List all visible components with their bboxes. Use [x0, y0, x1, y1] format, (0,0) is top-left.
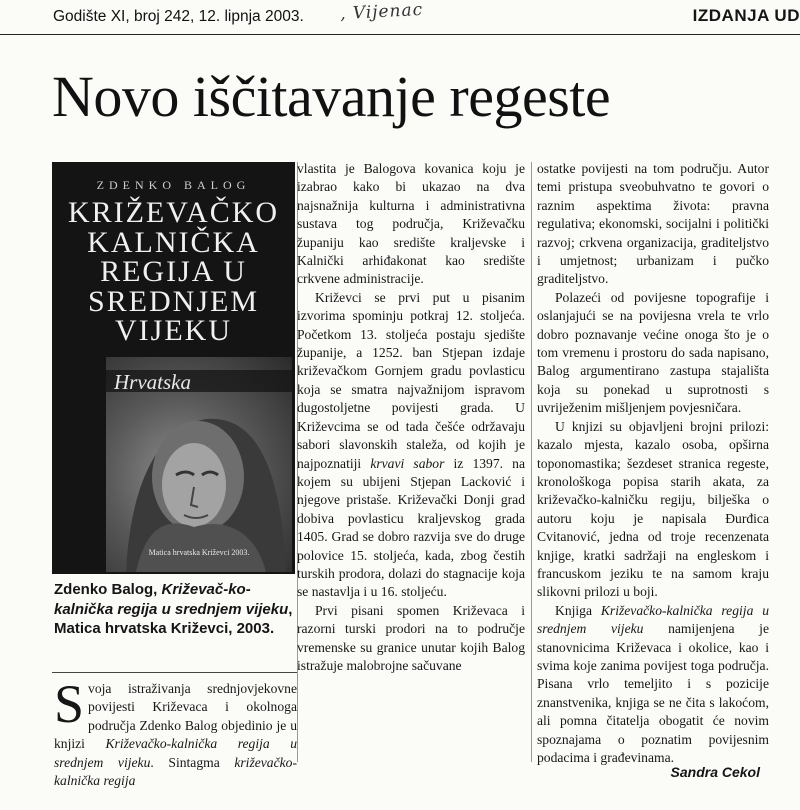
article-paragraph: Svoja istraživanja srednjovjekovne povijesti Križevaca i okolnoga područja Zdenko Balog objedinio je u knjizi Križevačko-kalnička regija u srednjem vijeku. Sintagma križevačko-kalnička regija: [54, 674, 297, 789]
section-label: IZDANJA UD: [692, 6, 800, 25]
article-paragraph: ostatke povijesti na tom području. Autor temi pristupa sveobuhvatno te govori o raznim aspektima života: pravna regulativa; ekonomski, socijalni i politički razvoj; crkvena organizacija, graditeljstvo i umjetnost; urbanizam i pučko graditeljstvo.: [537, 161, 769, 287]
article-paragraph: Prvi pisani spomen Križevaca i razorni turski prodori na to područje vremenske su granice unutar kojih Balog istražuje malobrojne sačuvane: [297, 602, 525, 673]
column-divider: [531, 162, 532, 762]
article-paragraph: Križevci se prvi put u pisanim izvorima spominju potkraj 12. stoljeća. Početkom 13. stoljeća postaju sjedište županije, a 1252. ban Stjepan izdaje križevačkom Gornjem gradu povlasticu koja se smatra najvažnijom ispravom dugostoljetne povijesti grada. U Križevcima se od tada češće održavaju sabori slavonskih staleža, od kojih je najpoznatiji krvavi sabor iz 1397. na kojem su ubijeni Stjepan Lacković i njegove pristaše. Križevački Donji grad dobiva povlasticu kraljevskog grada 1405. Grad se dobro razvija sve do druge polovice 15. stoljeća, kada, zbog čestih turskih prodora, dolazi do stagnacije koja se nastavlja i u 16. stoljeću.: [297, 289, 525, 600]
krvavi-sabor-phrase: krvavi sabor: [370, 455, 445, 471]
book-cover-author: ZDENKO BALOG: [96, 178, 251, 192]
article-paragraph: Polazeći od povijesne topografije i oslanjajući se na povijesna vrela te vrlo dobro poznavanje većine onoga što je o tom vremenu i prostoru do sada napisano, Balog argumentirano zastupa stajališta koja su ponekad u suprotnosti s uvriježenim mišljenjem povjesničara.: [537, 289, 769, 416]
book-title-inline: Križevačko-kalnička regija u srednjem vijeku: [54, 736, 297, 770]
book-cover-title: KRIŽEVAČKO KALNIČKA REGIJA U SREDNJEM VIJEKU: [67, 196, 280, 347]
article-column-1: [54, 674, 297, 790]
caption-publisher: , Matica hrvatska Križevci, 2003.: [54, 600, 293, 637]
book-cover-image: [52, 162, 295, 574]
drop-cap: S: [54, 674, 85, 734]
article-column-2: [297, 160, 525, 675]
headline: Novo iščitavanje regeste: [52, 64, 611, 129]
book-cover-publisher: Matica hrvatska Križevci 2003.: [148, 548, 250, 557]
article-column-3: [537, 160, 769, 767]
handwritten-note: , Vijenac: [339, 0, 424, 25]
book-cover-band-text: Hrvatska: [114, 370, 191, 394]
article-paragraph: vlastita je Balogova kovanica koju je izabrao kako bi ukazao na dva najsnažnija kulturna i administrativna sustava tog područja, Križevačku županiju kao središte kraljevske i Kalnički arhiđakonat kao središte crkvene administracije.: [297, 161, 525, 287]
regija-phrase: križevačko-kalnička regija: [54, 754, 297, 789]
caption-author: Zdenko Balog,: [54, 581, 162, 598]
caption-title: Križevač-ko-kalnička regija u srednjem vijeku: [54, 581, 289, 618]
article-paragraph: Knjiga Križevačko-kalnička regija u srednjem vijeku namijenjena je stanovnicima Križevaca i okolice, kao i svima koje zanima povijest toga područja. Pisana vrlo temeljito i s pozicije znanstvenika, knjiga se ne čita s lakoćom, ali pomna čitatelja obogatit će novim spoznajama o poznatim povijesnim podacima i građevinama.: [537, 602, 769, 765]
article-paragraph: U knjizi su objavljeni brojni prilozi: kazalo mjesta, kazalo osoba, opširna toponomastika; šezdeset stranica regeste, kronološkoga popisa starih akata, za križevačko-kalničku regiju, bilješka o autoru koju je napisala Đurđica Cvitanović, jedna od troje recenzenata knjige, kratki sadržaji na engleskom i francuskom jeziku te na samom kraju slikovni prilozi u boji.: [537, 418, 769, 600]
page-header: [0, 0, 800, 35]
issue-line: Godište XI, broj 242, 12. lipnja 2003.: [53, 8, 304, 25]
image-caption: [54, 580, 299, 639]
caption-divider: [52, 672, 297, 673]
article-author: Sandra Cekol: [670, 764, 760, 780]
book-title-inline: Križevačko-kalnička regija u srednjem vijeku: [537, 602, 769, 637]
